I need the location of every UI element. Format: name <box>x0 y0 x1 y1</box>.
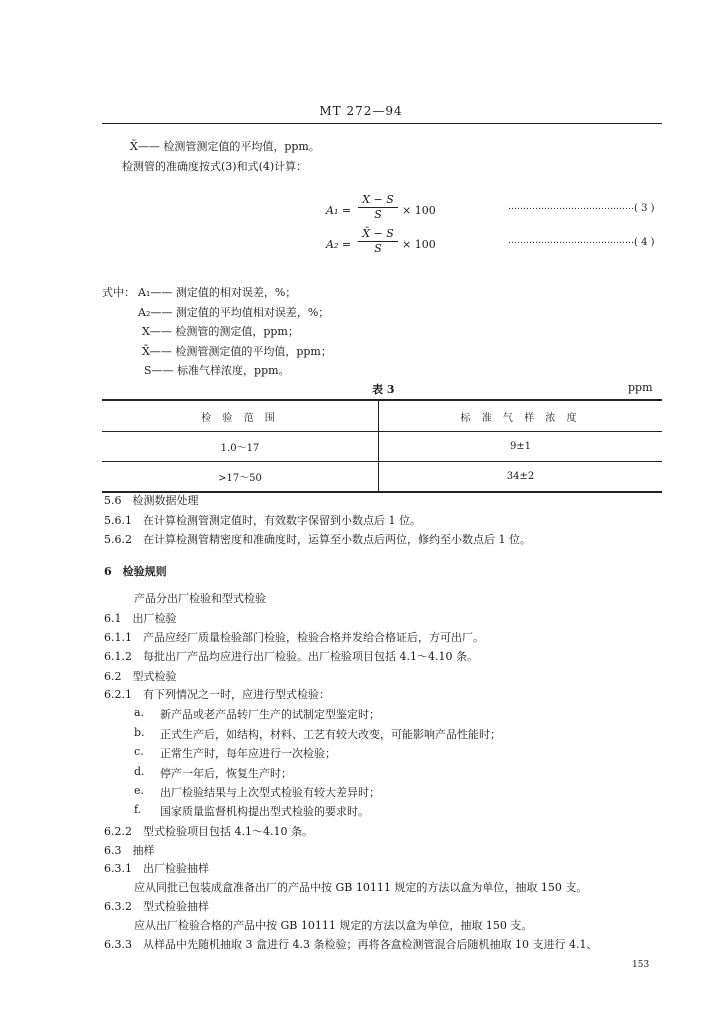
section-6-2-heading: 6.2 型式检验 <box>104 670 177 683</box>
formula-4-leader-dots: …………………………………… <box>508 236 634 246</box>
table-cell-concentration: 34±2 <box>379 462 663 493</box>
list-item-mark: f. <box>134 803 142 816</box>
section-6-3-1-body: 应从同批已包装成盒准备出厂的产品中按 GB 10111 规定的方法以盒为单位，抽取 150 支。 <box>134 881 588 894</box>
formula-3-lhs: A₁ = <box>326 204 352 217</box>
where-item-a1: A₁—— 测定值的相对误差，%； <box>138 286 297 299</box>
section-6-3-2-heading: 6.3.2 型式检验抽样 <box>104 900 209 913</box>
standard-header: MT 272—94 <box>319 104 403 118</box>
section-6-intro: 产品分出厂检验和型式检验 <box>134 592 266 605</box>
where-lead: 式中： <box>102 286 135 299</box>
formula-4-number: ( 4 ) <box>634 237 655 248</box>
formula-3-fraction <box>358 193 398 222</box>
page-number: 153 <box>632 960 650 970</box>
section-6-3-heading: 6.3 抽样 <box>104 844 155 857</box>
table-header-row <box>102 400 662 432</box>
where-item-x: X—— 检测管的测定值，ppm； <box>142 325 299 338</box>
formula-3-numerator: X − S <box>358 193 398 208</box>
table-row <box>102 432 662 462</box>
section-5-6-2: 5.6.2 在计算检测管精密度和准确度时，运算至小数点后两位，修约至小数点后 1 位。 <box>104 533 531 546</box>
table3-unit: ppm <box>628 381 653 394</box>
list-item-mark: a. <box>134 706 145 719</box>
list-item-mark: c. <box>134 745 144 758</box>
table-cell-range: >17～50 <box>102 462 379 493</box>
accuracy-intro: 检测管的准确度按式(3)和式(4)计算： <box>122 160 308 173</box>
where-item-s: S—— 标准气样浓度，ppm。 <box>144 364 290 377</box>
where-item-xbar: X̄—— 检测管测定值的平均值，ppm； <box>142 345 332 358</box>
section-5-6-1: 5.6.1 在计算检测管测定值时，有效数字保留到小数点后 1 位。 <box>104 514 421 527</box>
list-item-mark: b. <box>134 726 145 739</box>
formula-4-multiplier: × 100 <box>402 238 436 251</box>
table-cell-range: 1.0～17 <box>102 432 379 462</box>
formula-4-fraction <box>358 227 398 256</box>
section-5-6-heading: 5.6 检测数据处理 <box>104 494 199 507</box>
section-6-1-1: 6.1.1 产品应经厂质量检验部门检验，检验合格并发给合格证后，方可出厂。 <box>104 631 484 644</box>
section-6-2-2: 6.2.2 型式检验项目包括 4.1～4.10 条。 <box>104 825 313 838</box>
list-item: 停产一年后，恢复生产时； <box>160 767 292 780</box>
section-6-heading: 6 检验规则 <box>104 565 167 578</box>
list-item-mark: e. <box>134 784 145 797</box>
formula-4-denominator: S <box>374 242 382 255</box>
list-item: 正常生产时，每年应进行一次检验； <box>160 747 336 760</box>
list-item: 国家质量监督机构提出型式检验的要求时。 <box>160 805 369 818</box>
table-cell-concentration: 9±1 <box>379 432 663 462</box>
formula-3-multiplier: × 100 <box>402 204 436 217</box>
list-item: 正式生产后，如结构，材料、工艺有较大改变，可能影响产品性能时； <box>160 728 501 741</box>
section-6-1-2: 6.1.2 每批出厂产品均应进行出厂检验。出厂检验项目包括 4.1～4.10 条。 <box>104 650 478 663</box>
section-6-3-1-heading: 6.3.1 出厂检验抽样 <box>104 862 209 875</box>
table3-caption: 表 3 <box>372 383 395 396</box>
table-header-range: 检 验 范 围 <box>102 400 379 432</box>
where-item-a2: A₂—— 测定值的平均值相对误差，%； <box>138 306 330 319</box>
table-header-concentration: 标 准 气 样 浓 度 <box>379 400 663 432</box>
section-6-3-3: 6.3.3 从样品中先随机抽取 3 盒进行 4.3 条检验；再将各盒检测管混合后随机抽取 10 支进行 4.1、 <box>104 938 598 951</box>
list-item: 新产品或老产品转厂生产的试制定型鉴定时； <box>160 708 380 721</box>
table-row <box>102 462 662 493</box>
formula-3-denominator: S <box>374 208 382 221</box>
header-rule <box>102 123 662 124</box>
formula-4-numerator: X̄ − S <box>358 227 398 242</box>
formula-4-lhs: A₂ = <box>326 238 352 251</box>
formula-3-leader-dots: …………………………………… <box>508 202 634 212</box>
formula-3-number: ( 3 ) <box>634 203 655 214</box>
section-6-3-2-body: 应从出厂检验合格的产品中按 GB 10111 规定的方法以盒为单位，抽取 150 支。 <box>134 919 533 932</box>
xbar-definition: X̄—— 检测管测定值的平均值，ppm。 <box>130 140 320 153</box>
section-6-2-1: 6.2.1 有下列情况之一时，应进行型式检验： <box>104 688 330 701</box>
section-6-1-heading: 6.1 出厂检验 <box>104 612 177 625</box>
list-item: 出厂检验结果与上次型式检验有较大差异时； <box>160 786 380 799</box>
list-item-mark: d. <box>134 765 145 778</box>
table3 <box>102 399 662 493</box>
